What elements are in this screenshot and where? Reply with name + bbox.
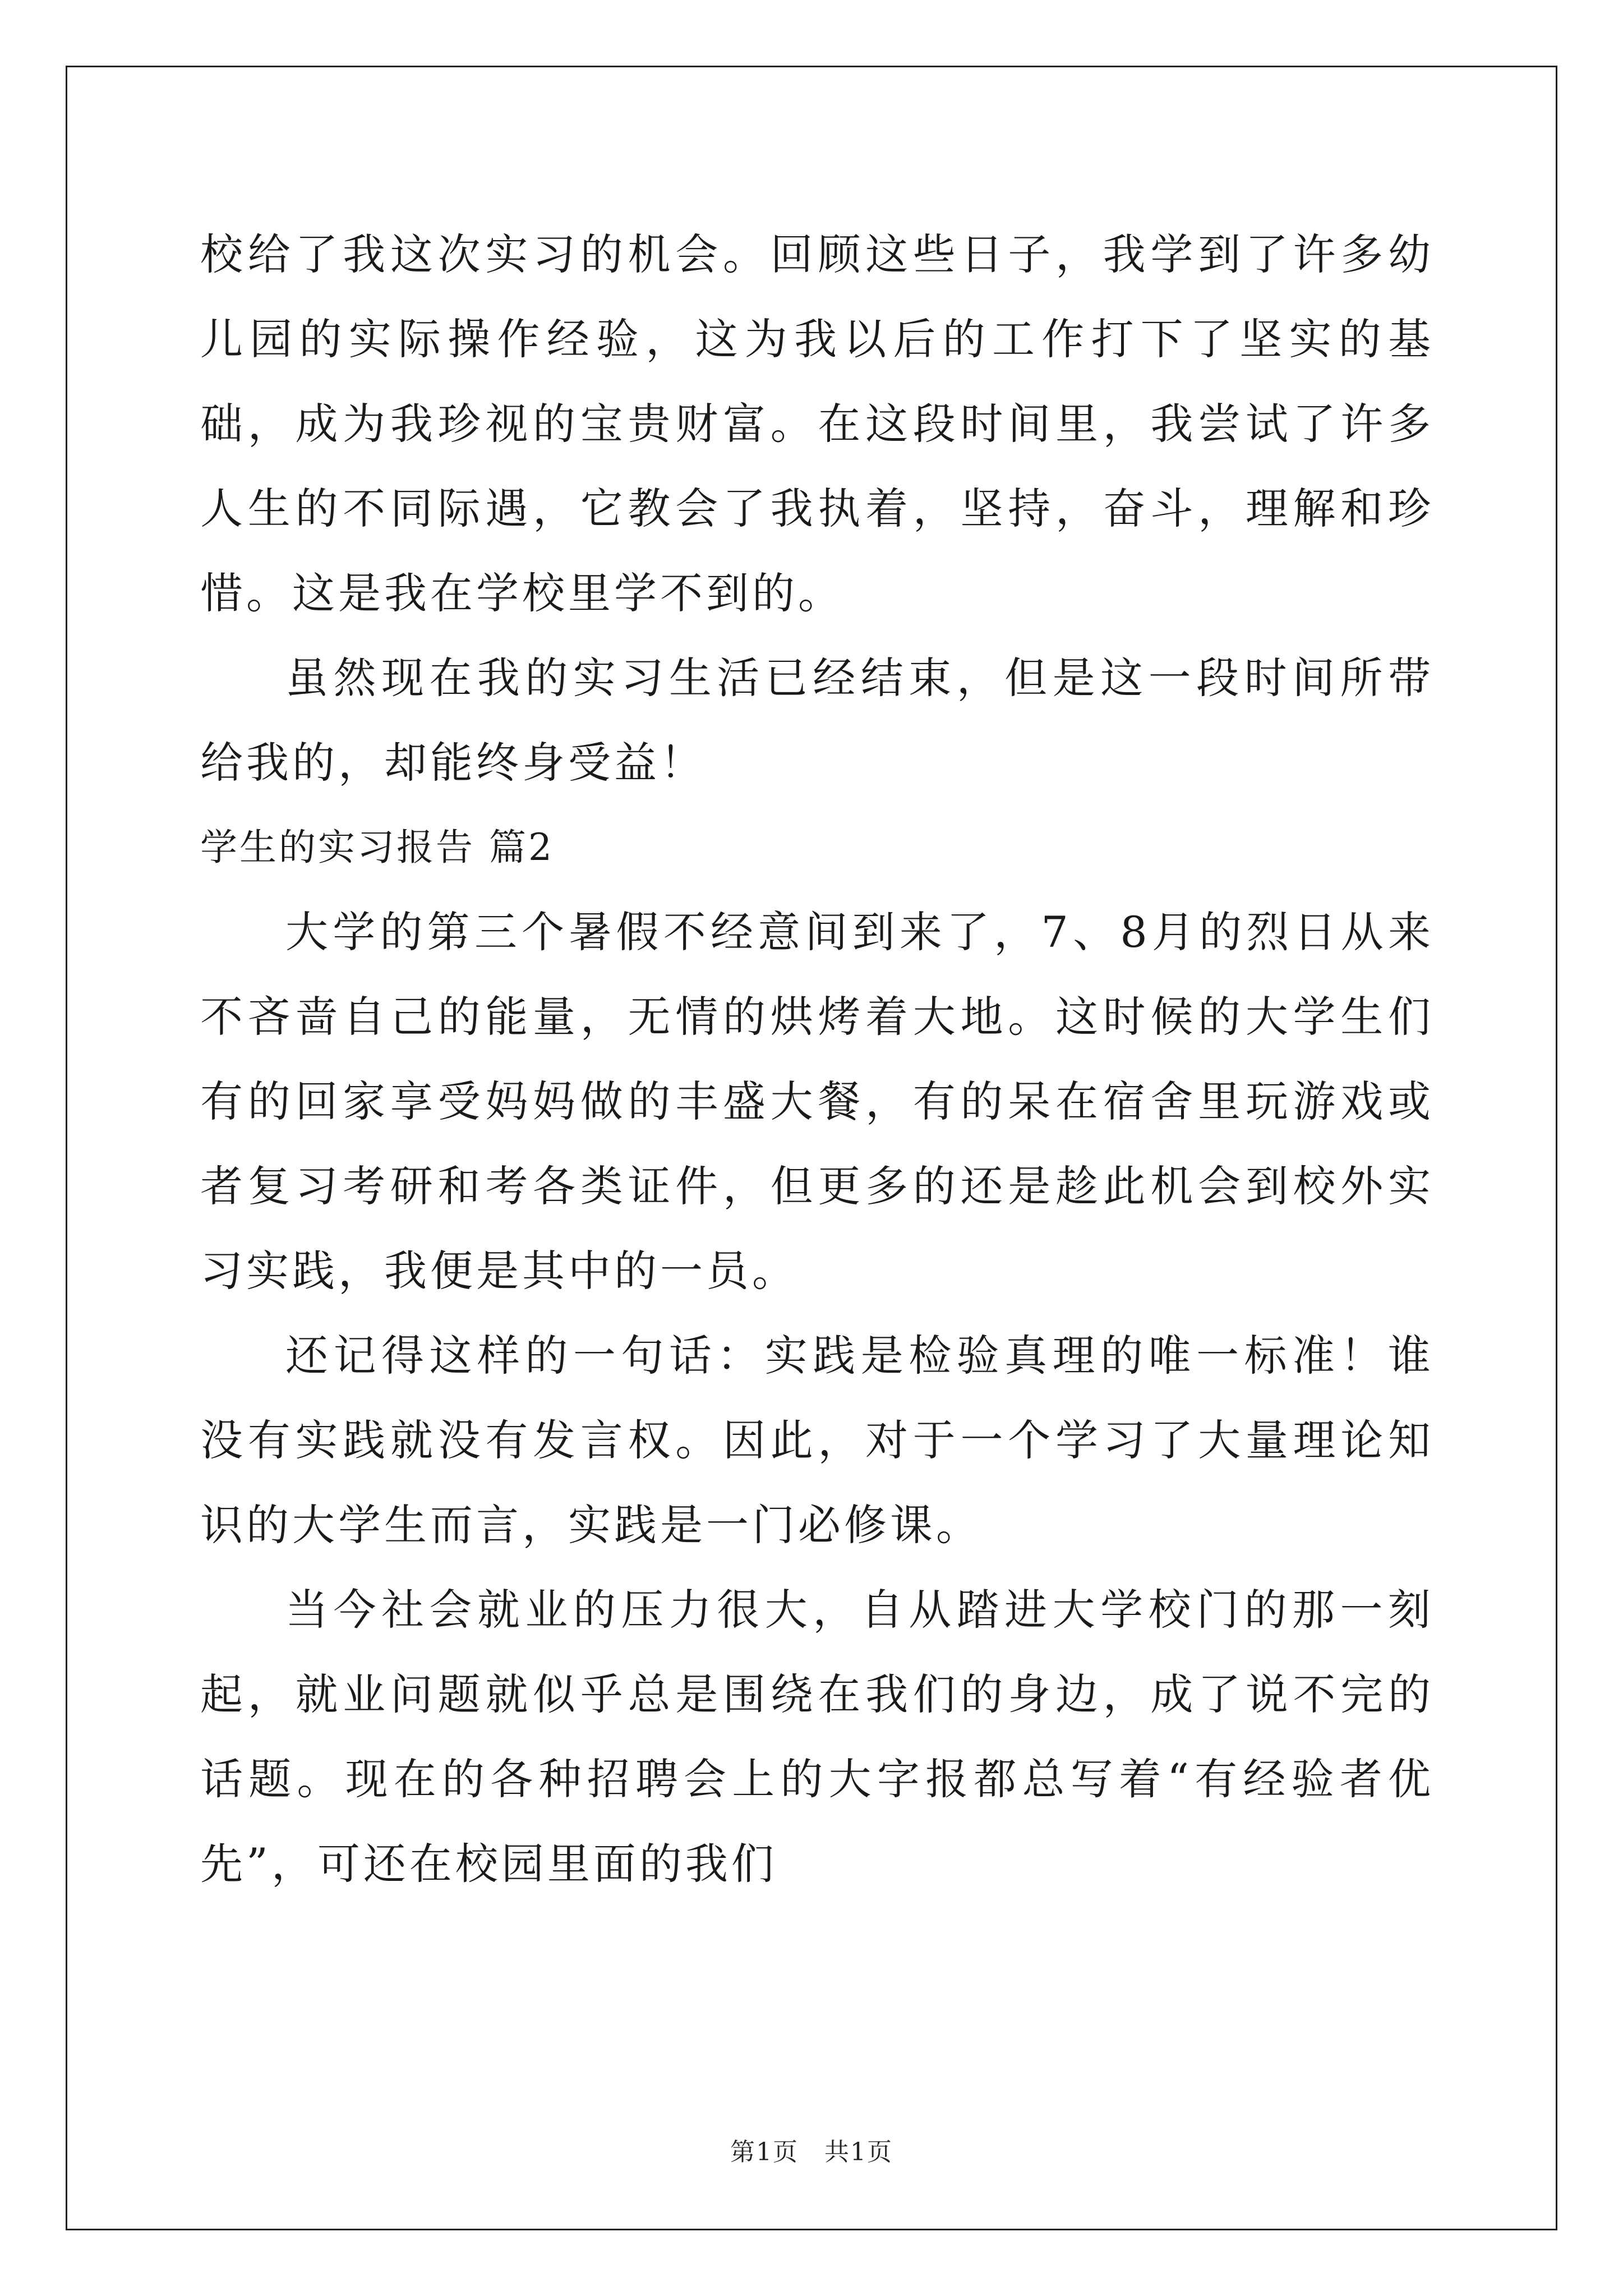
paragraph-5: 当今社会就业的压力很大，自从踏进大学校门的那一刻起，就业问题就似乎总是围绕在我们的身边，成了说不完的话题。现在的各种招聘会上的大字报都总写着“有经验者优先”，可还在校园里面的我们 [200,1585,1434,1889]
paragraph-1: 校给了我这次实习的机会。回顾这些日子，我学到了许多幼儿园的实际操作经验，这为我以后的工作打下了坚实的基础，成为我珍视的宝贵财富。在这段时间里，我尝试了许多人生的不同际遇，它教会了我执着，坚持，奋斗，理解和珍惜。这是我在学校里学不到的。 [200,229,1434,618]
paragraph-2: 虽然现在我的实习生活已经结束，但是这一段时间所带给我的，却能终身受益！ [200,653,1434,788]
page-number-footer: 第1页 共1页 [730,2138,893,2166]
document-body [200,212,1434,1906]
paragraph-3: 大学的第三个暑假不经意间到来了，7、8月的烈日从来不吝啬自己的能量，无情的烘烤着大地。这时候的大学生们有的回家享受妈妈做的丰盛大餐，有的呆在宿舍里玩游戏或者复习考研和考各类证件，但更多的还是趁此机会到校外实习实践，我便是其中的一员。 [200,907,1434,1296]
paragraph-4: 还记得这样的一句话：实践是检验真理的唯一标准！谁没有实践就没有发言权。因此，对于一个学习了大量理论知识的大学生而言，实践是一门必修课。 [200,1331,1434,1550]
section-heading: 学生的实习报告 篇2 [200,826,554,869]
